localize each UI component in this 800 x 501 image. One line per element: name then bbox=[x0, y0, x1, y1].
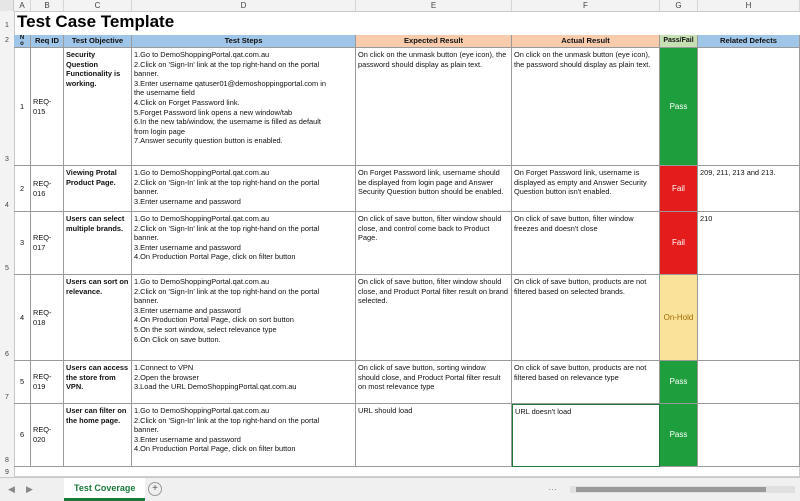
actual-result-cell[interactable]: On click on the unmask button (eye icon), the password should display as plain text. bbox=[512, 48, 660, 166]
step-line: 4.On Production Portal Page, click on sort button bbox=[134, 315, 294, 325]
status-badge[interactable]: Pass bbox=[660, 361, 698, 404]
column-e-header[interactable]: E bbox=[356, 0, 512, 11]
defects-cell[interactable]: 210 bbox=[698, 212, 800, 275]
select-all-corner[interactable] bbox=[0, 0, 14, 11]
defects-cell[interactable] bbox=[698, 275, 800, 361]
test-steps-cell[interactable] bbox=[132, 275, 356, 361]
sheet-tab-test-coverage[interactable]: Test Coverage bbox=[64, 478, 145, 501]
row-number[interactable]: 7 bbox=[5, 394, 9, 401]
status-badge[interactable]: Pass bbox=[660, 48, 698, 166]
expected-result-cell[interactable]: On Forget Password link, username should be displayed from login page and Answer Security Question button should be enabled. bbox=[356, 166, 512, 212]
actual-result-cell[interactable]: On click of save button, products are not filtered based on relevance type bbox=[512, 361, 660, 404]
expected-result-cell[interactable]: On click on the unmask button (eye icon), the password should display as plain text. bbox=[356, 48, 512, 166]
status-badge[interactable]: Fail bbox=[660, 212, 698, 275]
scrollbar-thumb[interactable] bbox=[576, 487, 766, 492]
step-line: 2.Click on 'Sign-In' link at the top right-hand on the portal bbox=[134, 223, 320, 233]
header-expected-result[interactable]: Expected Result bbox=[356, 35, 512, 48]
row-number[interactable]: 3 bbox=[5, 156, 9, 163]
row-number[interactable]: 2 bbox=[5, 37, 9, 44]
step-line: 1.Go to DemoShoppingPortal.qat.com.au bbox=[134, 406, 270, 415]
header-number-label: N bbox=[19, 35, 25, 41]
column-a-header[interactable]: A bbox=[14, 0, 31, 11]
header-pass-fail[interactable]: Pass/Fail bbox=[660, 35, 698, 48]
row-number[interactable]: 4 bbox=[5, 202, 9, 209]
header-related-defects[interactable]: Related Defects bbox=[698, 35, 800, 48]
row-number[interactable]: 1 bbox=[5, 22, 9, 29]
req-id-cell[interactable]: REQ-017 bbox=[31, 212, 64, 275]
step-line: banner. bbox=[134, 296, 159, 306]
status-badge[interactable]: Pass bbox=[660, 404, 698, 467]
objective-cell[interactable]: Users can select multiple brands. bbox=[64, 212, 132, 275]
step-line: 3.Enter username and password bbox=[134, 434, 241, 444]
expected-result-cell[interactable]: On click of save button, filter window should close, and control come back to Product Page. bbox=[356, 212, 512, 275]
expected-result-cell[interactable]: On click of save button, filter window should close, and Product Portal filter result on brand selected. bbox=[356, 275, 512, 361]
column-c-header[interactable]: C bbox=[64, 0, 132, 11]
defects-cell[interactable]: 209, 211, 213 and 213. bbox=[698, 166, 800, 212]
row-number-cell[interactable]: 5 bbox=[14, 361, 31, 404]
sheet-tab-bar bbox=[0, 477, 800, 501]
column-header-bar bbox=[0, 0, 800, 12]
test-steps-cell[interactable] bbox=[132, 404, 356, 467]
step-line: banner. bbox=[134, 187, 159, 197]
header-req-id[interactable]: Req ID bbox=[31, 35, 64, 48]
step-line: 5.Forget Password link opens a new window/tab bbox=[134, 107, 293, 117]
objective-cell[interactable]: Users can sort on relevance. bbox=[64, 275, 132, 361]
step-line: 2.Click on 'Sign-In' link at the top right-hand on the portal bbox=[134, 286, 320, 296]
req-id-cell[interactable]: REQ-020 bbox=[31, 404, 64, 467]
row-number-cell[interactable]: 4 bbox=[14, 275, 31, 361]
step-line: 3.Enter username and password bbox=[134, 196, 241, 206]
row-number[interactable]: 5 bbox=[5, 265, 9, 272]
objective-cell[interactable]: Viewing Protal Product Page. bbox=[64, 166, 132, 212]
row-number[interactable]: 9 bbox=[5, 469, 9, 476]
step-line: 2.Open the browser bbox=[134, 372, 199, 382]
objective-cell[interactable]: Security Question Functionality is working. bbox=[64, 48, 132, 166]
step-line: 6.On Click on save button. bbox=[134, 334, 221, 344]
horizontal-scrollbar[interactable] bbox=[570, 486, 795, 493]
actual-result-cell-selected[interactable]: URL doesn't load bbox=[512, 404, 660, 467]
step-line: 3.Enter username and password bbox=[134, 305, 241, 315]
column-h-header[interactable]: H bbox=[698, 0, 800, 11]
more-options-icon[interactable]: … bbox=[548, 482, 557, 492]
row-header-bar bbox=[0, 11, 15, 477]
step-line: 1.Go to DemoShoppingPortal.qat.com.au bbox=[134, 277, 270, 286]
header-test-objective[interactable]: Test Objective bbox=[64, 35, 132, 48]
step-line: 3.Enter username qatuser01@demoshoppingportal.com in bbox=[134, 78, 326, 88]
step-line: 1.Connect to VPN bbox=[134, 363, 194, 372]
row-number-cell[interactable]: 6 bbox=[14, 404, 31, 467]
step-line: banner. bbox=[134, 233, 159, 243]
step-line: 2.Click on 'Sign-In' link at the top right-hand on the portal bbox=[134, 415, 320, 425]
page-title: Test Case Template bbox=[17, 12, 175, 31]
column-g-header[interactable]: G bbox=[660, 0, 698, 11]
prev-sheet-button[interactable]: ◀ bbox=[8, 484, 15, 494]
req-id-cell[interactable]: REQ-019 bbox=[31, 361, 64, 404]
next-sheet-button[interactable]: ▶ bbox=[26, 484, 33, 494]
step-line: 1.Go to DemoShoppingPortal.qat.com.au bbox=[134, 214, 270, 223]
row-number-cell[interactable]: 2 bbox=[14, 166, 31, 212]
defects-cell[interactable] bbox=[698, 404, 800, 467]
column-d-header[interactable]: D bbox=[132, 0, 356, 11]
expected-result-cell[interactable]: On click of save button, sorting window should close, and Product Portal filter result on most relevance type bbox=[356, 361, 512, 404]
step-line: 7.Answer security question button is enabled. bbox=[134, 136, 283, 146]
objective-cell[interactable]: User can filter on the home page. bbox=[64, 404, 132, 467]
row-number-cell[interactable]: 1 bbox=[14, 48, 31, 166]
expected-result-cell[interactable]: URL should load bbox=[356, 404, 512, 467]
objective-cell[interactable]: Users can access the store from VPN. bbox=[64, 361, 132, 404]
step-line: 4.On Production Portal Page, click on filter button bbox=[134, 444, 296, 454]
step-line: 6.In the new tab/window, the username is filled as default bbox=[134, 117, 321, 127]
step-line: 4.Click on Forget Password link. bbox=[134, 97, 240, 107]
req-id-cell[interactable]: REQ-016 bbox=[31, 166, 64, 212]
empty-row[interactable] bbox=[14, 467, 800, 477]
req-id-cell[interactable]: REQ-018 bbox=[31, 275, 64, 361]
defects-cell[interactable] bbox=[698, 361, 800, 404]
step-line: 1.Go to DemoShoppingPortal.qat.com.au bbox=[134, 168, 270, 177]
row-number-cell[interactable]: 3 bbox=[14, 212, 31, 275]
header-test-steps[interactable]: Test Steps bbox=[132, 35, 356, 48]
step-line: banner. bbox=[134, 425, 159, 435]
step-line: 1.Go to DemoShoppingPortal.qat.com.au bbox=[134, 50, 270, 59]
defects-cell[interactable] bbox=[698, 48, 800, 166]
step-line: 3.Load the URL DemoShoppingPortal.qat.com.au bbox=[134, 382, 297, 392]
step-line: 4.On Production Portal Page, click on filter button bbox=[134, 252, 296, 262]
step-line: 2.Click on 'Sign-In' link at the top right-hand on the portal bbox=[134, 59, 320, 69]
step-line: 3.Enter username and password bbox=[134, 242, 241, 252]
row-number[interactable]: 6 bbox=[5, 351, 9, 358]
actual-result-cell[interactable]: On click of save button, products are not filtered based on selected brands. bbox=[512, 275, 660, 361]
header-actual-result[interactable]: Actual Result bbox=[512, 35, 660, 48]
req-id-cell[interactable]: REQ-015 bbox=[31, 48, 64, 166]
step-line: banner. bbox=[134, 69, 159, 79]
step-line: the username field bbox=[134, 88, 195, 98]
step-line: from login page bbox=[134, 126, 185, 136]
header-number[interactable] bbox=[14, 35, 31, 48]
actual-result-cell[interactable]: On click of save button, filter window freezes and doesn't close bbox=[512, 212, 660, 275]
test-steps-cell[interactable] bbox=[132, 166, 356, 212]
column-b-header[interactable]: B bbox=[31, 0, 64, 11]
add-sheet-button[interactable]: + bbox=[148, 482, 162, 496]
test-steps-cell[interactable] bbox=[132, 361, 356, 404]
status-badge[interactable]: On-Hold bbox=[660, 275, 698, 361]
column-f-header[interactable]: F bbox=[512, 0, 660, 11]
header-number-sub: o bbox=[20, 41, 24, 47]
status-badge[interactable]: Fail bbox=[660, 166, 698, 212]
actual-result-cell[interactable]: On Forget Password link, username is displayed as empty and Answer Security Question button isn't enabled. bbox=[512, 166, 660, 212]
row-number[interactable]: 8 bbox=[5, 457, 9, 464]
test-steps-cell[interactable] bbox=[132, 48, 356, 166]
test-steps-cell[interactable] bbox=[132, 212, 356, 275]
step-line: 5.On the sort window, select relevance type bbox=[134, 324, 277, 334]
step-line: 2.Click on 'Sign-In' link at the top right-hand on the portal bbox=[134, 177, 320, 187]
